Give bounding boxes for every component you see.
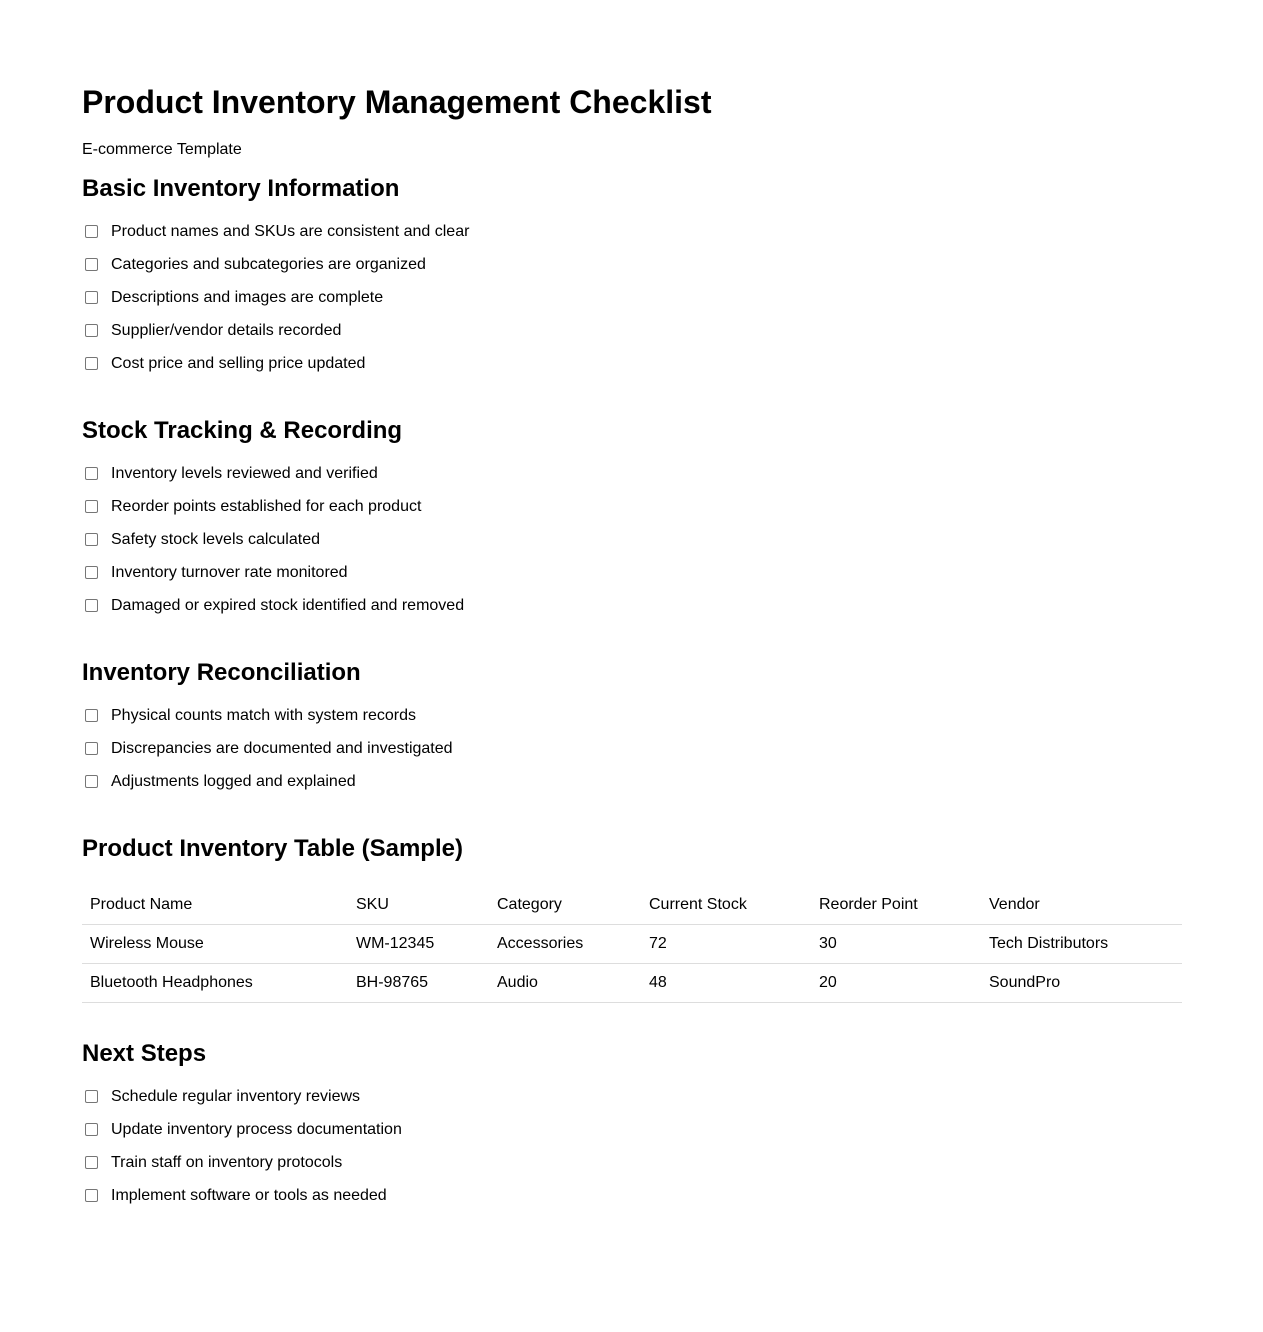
checklist-item-label: Safety stock levels calculated [111, 530, 320, 548]
checklist [82, 699, 1182, 798]
checklist-item-label: Categories and subcategories are organized [111, 255, 426, 273]
section-basic-inventory-information [82, 174, 1182, 380]
section-next-steps [82, 1039, 1182, 1212]
checklist-item[interactable] [82, 732, 1182, 765]
checklist-item[interactable] [82, 699, 1182, 732]
checkbox[interactable] [85, 291, 98, 304]
checklist-item[interactable] [82, 248, 1182, 281]
cell-reorder-point: 30 [811, 925, 981, 964]
checklist-item[interactable] [82, 314, 1182, 347]
checklist-item-label: Train staff on inventory protocols [111, 1153, 343, 1171]
checklist-item-label: Inventory turnover rate monitored [111, 563, 348, 581]
page-title: Product Inventory Management Checklist [82, 84, 712, 120]
checklist-item[interactable] [82, 347, 1182, 380]
table-header-row [82, 886, 1182, 925]
cell-product-name: Bluetooth Headphones [82, 964, 348, 1003]
section-heading: Next Steps [82, 1040, 207, 1067]
cell-reorder-point: 20 [811, 964, 981, 1003]
table-row [82, 925, 1182, 964]
checklist-item[interactable] [82, 1080, 1182, 1113]
checkbox[interactable] [85, 742, 98, 755]
checklist-item[interactable] [82, 281, 1182, 314]
section-heading: Basic Inventory Information [82, 175, 400, 202]
section-heading: Inventory Reconciliation [82, 659, 361, 686]
checklist-item-label: Reorder points established for each product [111, 497, 422, 515]
cell-category: Accessories [489, 925, 641, 964]
checklist-item-label: Supplier/vendor details recorded [111, 321, 342, 339]
checklist-item[interactable] [82, 765, 1182, 798]
checkbox[interactable] [85, 467, 98, 480]
checklist-item[interactable] [82, 457, 1182, 490]
page-subtitle: E-commerce Template [82, 141, 242, 158]
checklist-item[interactable] [82, 215, 1182, 248]
checklist-item-label: Cost price and selling price updated [111, 354, 366, 372]
checklist-item[interactable] [82, 589, 1182, 622]
checklist-item[interactable] [82, 556, 1182, 589]
checkbox[interactable] [85, 566, 98, 579]
checkbox[interactable] [85, 1090, 98, 1103]
checklist-item[interactable] [82, 1113, 1182, 1146]
column-header-sku: SKU [348, 886, 489, 925]
checklist-item-label: Product names and SKUs are consistent and clear [111, 222, 470, 240]
checkbox[interactable] [85, 1156, 98, 1169]
checkbox[interactable] [85, 1189, 98, 1202]
column-header-product-name: Product Name [82, 886, 348, 925]
checklist-item-label: Implement software or tools as needed [111, 1186, 387, 1204]
table-row [82, 964, 1182, 1003]
section-heading: Stock Tracking & Recording [82, 417, 403, 444]
inventory-table [82, 886, 1182, 1003]
column-header-current-stock: Current Stock [641, 886, 811, 925]
checklist-item-label: Inventory levels reviewed and verified [111, 464, 378, 482]
checklist-item[interactable] [82, 1179, 1182, 1212]
checklist-item-label: Damaged or expired stock identified and removed [111, 596, 465, 614]
checkbox[interactable] [85, 324, 98, 337]
checklist-item-label: Adjustments logged and explained [111, 772, 356, 790]
cell-vendor: SoundPro [981, 964, 1182, 1003]
cell-sku: WM-12345 [348, 925, 489, 964]
section-inventory-reconciliation [82, 658, 1182, 798]
checklist-item-label: Schedule regular inventory reviews [111, 1087, 361, 1105]
cell-product-name: Wireless Mouse [82, 925, 348, 964]
column-header-vendor: Vendor [981, 886, 1182, 925]
checkbox[interactable] [85, 258, 98, 271]
checklist-item[interactable] [82, 490, 1182, 523]
section-stock-tracking-recording [82, 416, 1182, 622]
checklist-item-label: Descriptions and images are complete [111, 288, 384, 306]
checkbox[interactable] [85, 357, 98, 370]
checkbox[interactable] [85, 500, 98, 513]
checklist-item[interactable] [82, 1146, 1182, 1179]
checklist-item-label: Discrepancies are documented and investigated [111, 739, 453, 757]
checklist [82, 457, 1182, 622]
cell-current-stock: 72 [641, 925, 811, 964]
checkbox[interactable] [85, 709, 98, 722]
checkbox[interactable] [85, 225, 98, 238]
checkbox[interactable] [85, 533, 98, 546]
checklist [82, 215, 1182, 380]
checkbox[interactable] [85, 599, 98, 612]
checklist-item-label: Physical counts match with system records [111, 706, 416, 724]
column-header-reorder-point: Reorder Point [811, 886, 981, 925]
checklist-page [82, 0, 1182, 1212]
section-heading: Product Inventory Table (Sample) [82, 835, 463, 862]
cell-vendor: Tech Distributors [981, 925, 1182, 964]
checkbox[interactable] [85, 1123, 98, 1136]
checkbox[interactable] [85, 775, 98, 788]
cell-category: Audio [489, 964, 641, 1003]
cell-sku: BH-98765 [348, 964, 489, 1003]
section-product-inventory-table [82, 834, 1182, 1003]
checklist-item[interactable] [82, 523, 1182, 556]
column-header-category: Category [489, 886, 641, 925]
checklist [82, 1080, 1182, 1212]
checklist-item-label: Update inventory process documentation [111, 1120, 402, 1138]
cell-current-stock: 48 [641, 964, 811, 1003]
